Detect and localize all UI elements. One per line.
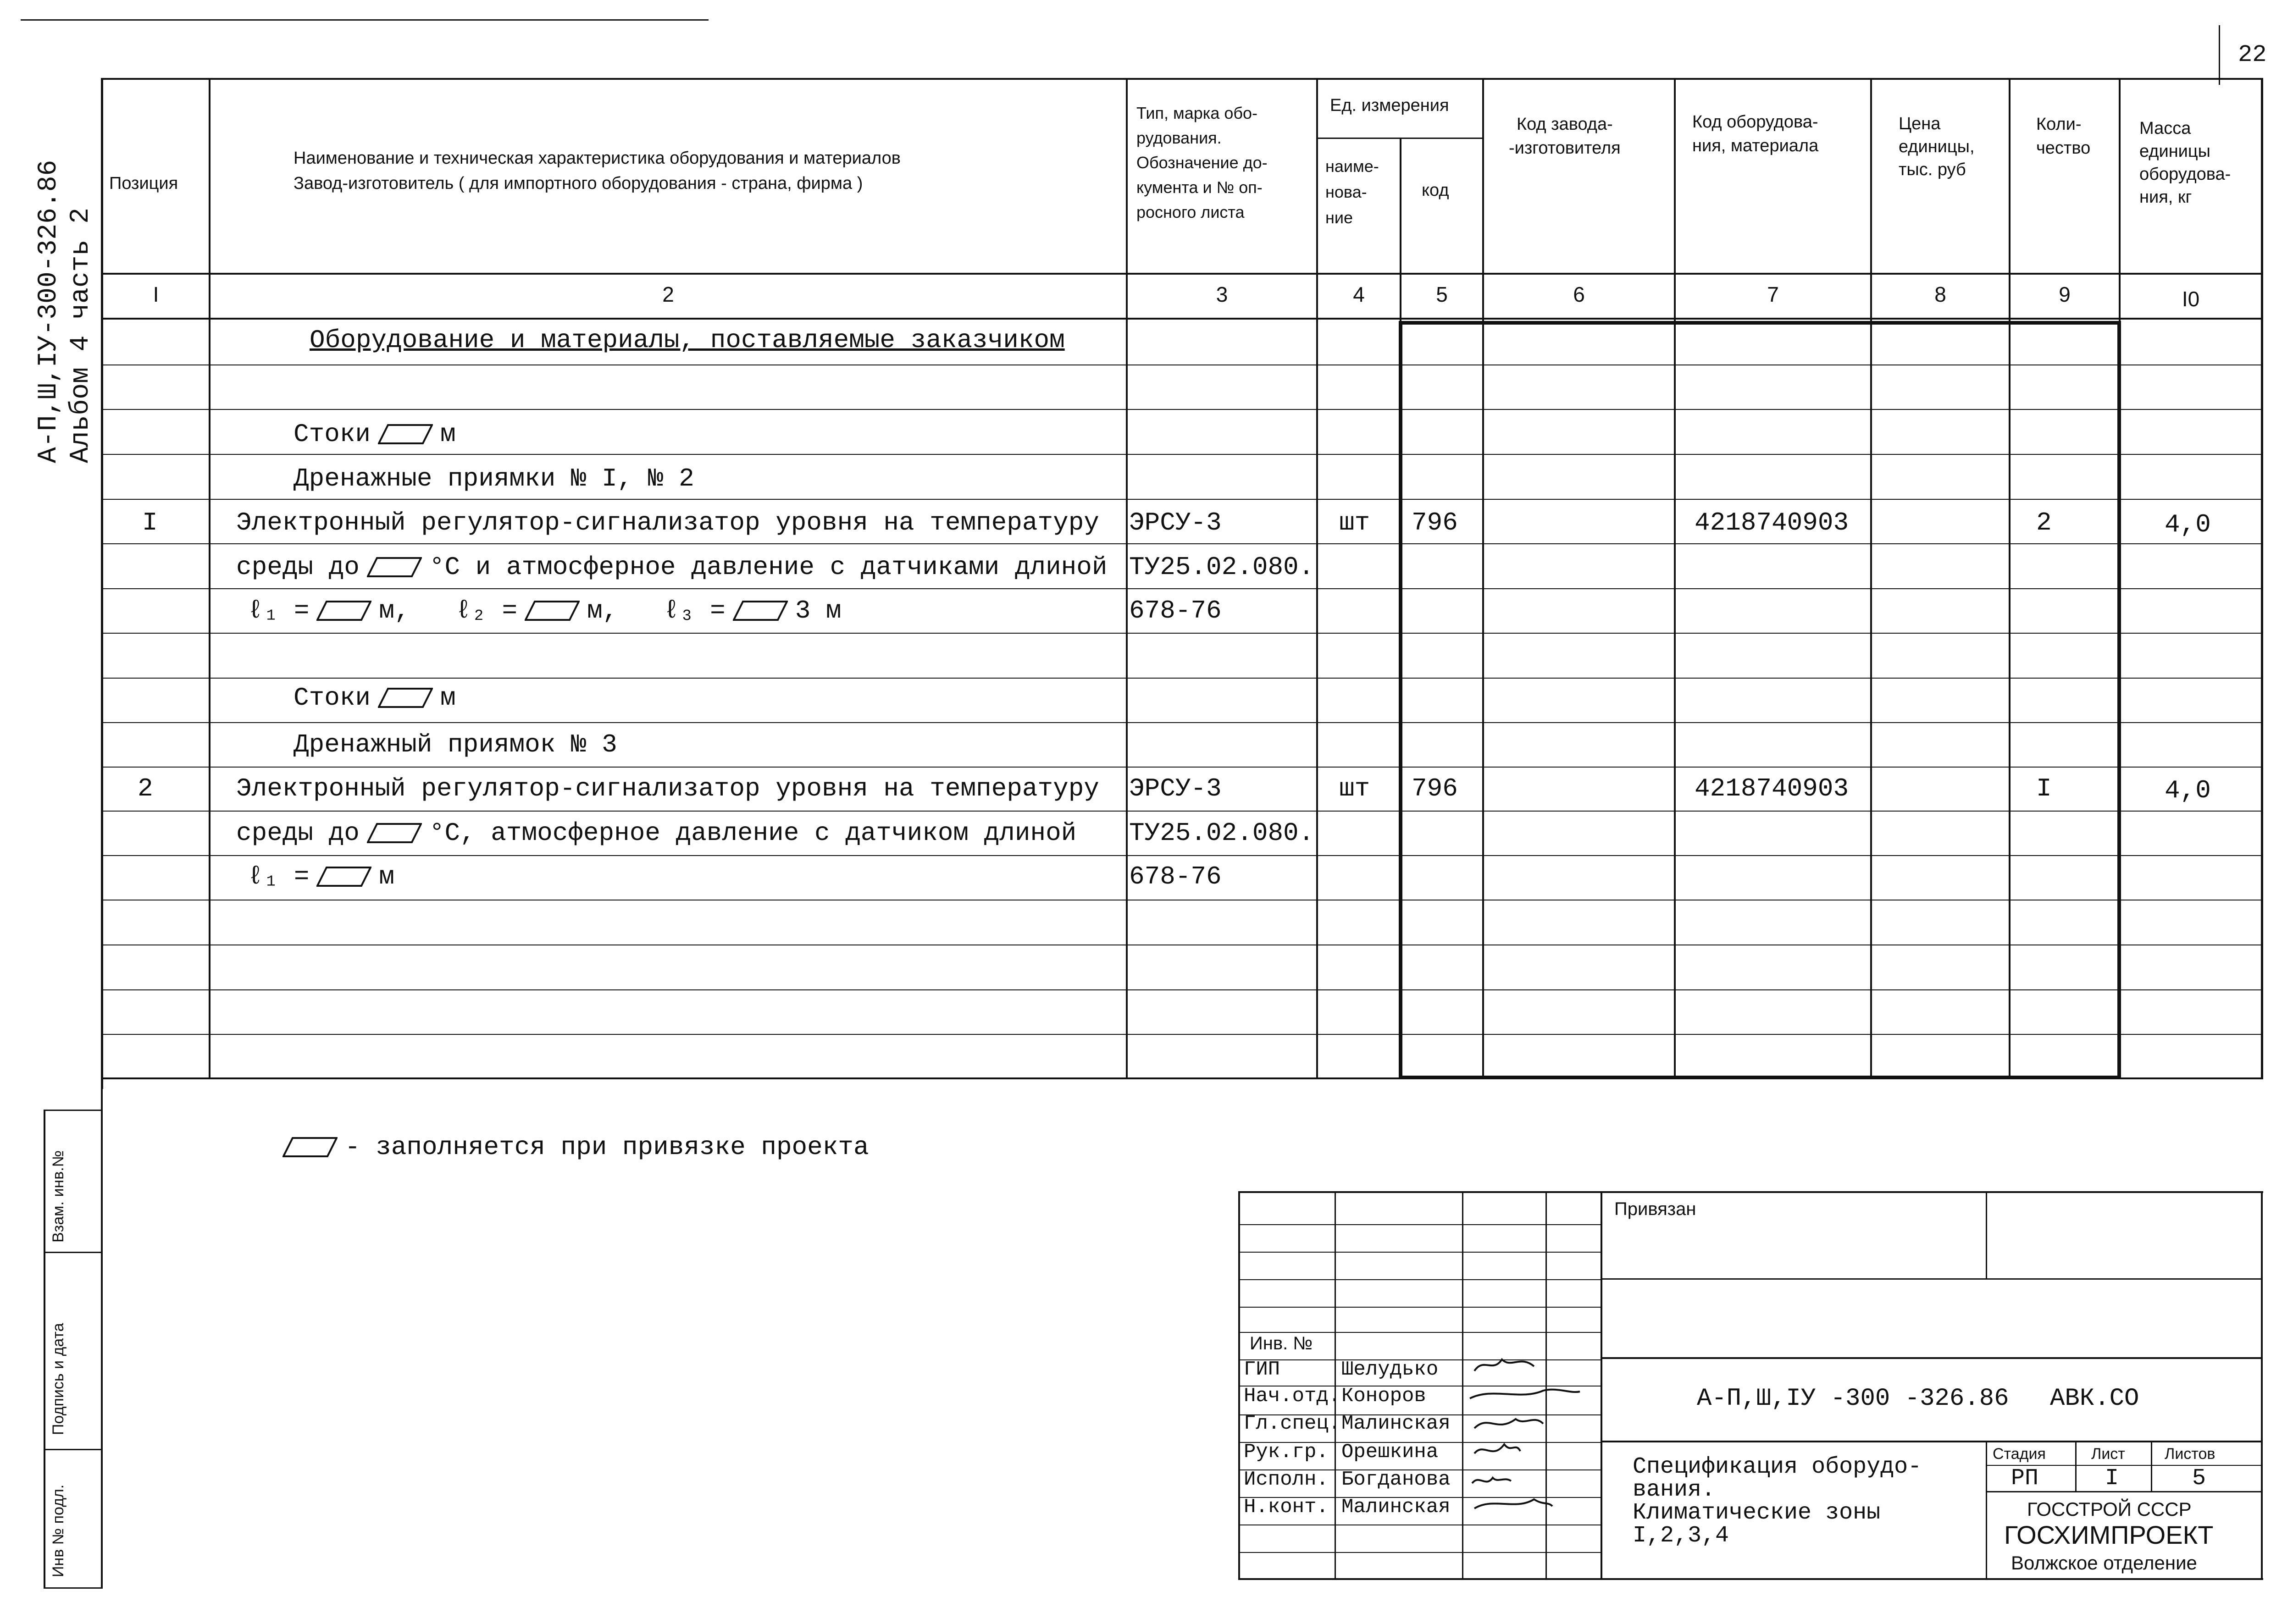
sheets-value: 5 [2192, 1465, 2206, 1491]
row1-type: ЭРСУ-3 [1129, 508, 1222, 537]
name-norm-control: Малинская [1341, 1496, 1451, 1519]
sheet-value: I [2105, 1465, 2119, 1491]
name-head-dept: Коноров [1341, 1385, 1426, 1408]
left-strip-signature-date: Подпись и дата [50, 1323, 67, 1435]
row1-unit: шт [1339, 508, 1370, 537]
fill-in-box [367, 823, 422, 843]
header-unit-group: Ед. измерения [1330, 96, 1449, 115]
row1-quantity: 2 [2036, 508, 2052, 537]
row2-lengths: ℓ₁ = м [248, 862, 395, 891]
privyazan-label: Привязан [1614, 1199, 1696, 1219]
row2-unit: шт [1339, 774, 1370, 803]
row-drain-pit-3: Дренажный приямок № 3 [294, 730, 617, 759]
fill-in-box [367, 557, 422, 577]
header-plant-code: Код завода- -изготовителя [1509, 115, 1621, 158]
fill-note: - заполняется при привязке проекта [275, 1132, 869, 1162]
col-number-4: 4 [1353, 282, 1365, 306]
row1-type-doc: 678-76 [1129, 596, 1222, 625]
row-stoki-2: Стоки м [294, 683, 456, 713]
doc-description: Спецификация оборудо- вания. Климатические зоны I,2,3,4 [1633, 1454, 1922, 1549]
row1-material-code: 4218740903 [1695, 508, 1849, 537]
sheet-label: Лист [2091, 1445, 2125, 1463]
org-gosstroy: ГОССТРОЙ СССР [2027, 1498, 2192, 1520]
name-executor: Богданова [1341, 1468, 1451, 1491]
role-norm-control: Н.конт. [1244, 1496, 1329, 1519]
row2-type: ЭРСУ-3 [1129, 774, 1222, 803]
header-name-line1: Наименование и техническая характеристика оборудования и материалов [294, 149, 901, 168]
col-number-6: 6 [1573, 282, 1585, 306]
org-goskhimproekt: ГОСХИМПРОЕКТ [2004, 1520, 2214, 1549]
row2-quantity: I [2036, 774, 2052, 803]
header-position: Позиция [109, 174, 178, 193]
page-number: 22 [2238, 41, 2267, 68]
row1-unit-code: 796 [1412, 508, 1458, 537]
stage-value: РП [2011, 1465, 2039, 1491]
left-strip-replace-inv: Взам. инв.№ [50, 1150, 67, 1243]
col-number-10: I0 [2182, 287, 2200, 311]
side-code-line2: Альбом 4 часть 2 [66, 208, 96, 463]
col-number-9: 9 [2059, 282, 2071, 306]
side-code-line1: А-П,Ш,IУ-300-326.86 [34, 160, 64, 463]
org-volzhskoe: Волжское отделение [2011, 1552, 2197, 1574]
sheets-label: Листов [2165, 1445, 2215, 1463]
left-strip-inv-original: Инв № подл. [50, 1484, 67, 1577]
row-stoki-1: Стоки м [294, 420, 456, 449]
header-unit-code: код [1422, 181, 1449, 200]
col-number-7: 7 [1767, 282, 1779, 306]
row2-type-doc: 678-76 [1129, 862, 1222, 891]
row2-type-spec: ТУ25.02.080. [1129, 818, 1314, 848]
row1-mass: 4,0 [2165, 510, 2211, 539]
role-gip: ГИП [1244, 1358, 1280, 1381]
header-name-line2: Завод-изготовитель ( для импортного оборудования - страна, фирма ) [294, 174, 863, 193]
signatures [1465, 1350, 1598, 1515]
row1-name-cont: среды до °C и атмосферное давление с датчиками длиной [236, 552, 1108, 582]
col-number-8: 8 [1934, 282, 1946, 306]
row2-name: Электронный регулятор-сигнализатор уровня на температуру [236, 774, 1099, 803]
row2-position: 2 [138, 774, 153, 803]
header-unit-name: наиме- нова- ние [1325, 157, 1379, 227]
fill-in-box [525, 601, 580, 621]
row2-material-code: 4218740903 [1695, 774, 1849, 803]
header-price: Цена единицы, тыс. руб [1899, 114, 1975, 179]
row1-position: I [142, 508, 158, 537]
header-material-code: Код оборудова- ния, материала [1692, 112, 1819, 155]
header-quantity: Коли- чество [2036, 115, 2091, 158]
name-gip: Шелудько [1341, 1358, 1439, 1381]
section-title: Оборудование и материалы, поставляемые заказчиком [310, 326, 1065, 355]
name-group-head: Орешкина [1341, 1441, 1439, 1464]
row1-lengths: ℓ₁ = м, ℓ₂ = м, ℓ₃ = 3 м [248, 596, 842, 625]
role-group-head: Рук.гр. [1244, 1441, 1329, 1464]
doc-mark: АВК.СО [2050, 1385, 2139, 1413]
fill-in-box [316, 867, 371, 887]
row-drain-pits-1: Дренажные приямки № I, № 2 [294, 464, 694, 493]
row1-name: Электронный регулятор-сигнализатор уровня на температуру [236, 508, 1099, 537]
page-number-divider [2219, 25, 2220, 85]
col-number-5: 5 [1436, 282, 1448, 306]
col-number-1: I [153, 282, 159, 306]
role-executor: Исполн. [1244, 1468, 1329, 1491]
top-rule [21, 19, 709, 21]
role-chief-spec: Гл.спец. [1244, 1412, 1341, 1435]
inv-no-label: Инв. № [1250, 1333, 1313, 1353]
name-chief-spec: Малинская [1341, 1412, 1451, 1435]
header-type: Тип, марка обо- рудования. Обозначение до- кумента и № оп- росного листа [1136, 104, 1268, 221]
doc-code: А-П,Ш,IУ -300 -326.86 [1697, 1385, 2009, 1413]
row2-mass: 4,0 [2165, 776, 2211, 805]
fill-in-box [282, 1137, 338, 1157]
fill-in-box [733, 601, 788, 621]
stage-label: Стадия [1993, 1445, 2046, 1463]
col-number-3: 3 [1216, 282, 1228, 306]
side-code [33, 160, 97, 463]
fill-in-box [316, 601, 371, 621]
row2-unit-code: 796 [1412, 774, 1458, 803]
row1-type-spec: ТУ25.02.080. [1129, 552, 1314, 582]
header-mass: Масса единицы оборудова- ния, кг [2139, 119, 2231, 207]
role-head-dept: Нач.отд. [1244, 1385, 1341, 1408]
fill-in-box [378, 688, 433, 708]
fill-in-box [378, 424, 433, 444]
col-number-2: 2 [662, 282, 674, 306]
row2-name-cont: среды до °C, атмосферное давление с датчиком длиной [236, 818, 1077, 848]
